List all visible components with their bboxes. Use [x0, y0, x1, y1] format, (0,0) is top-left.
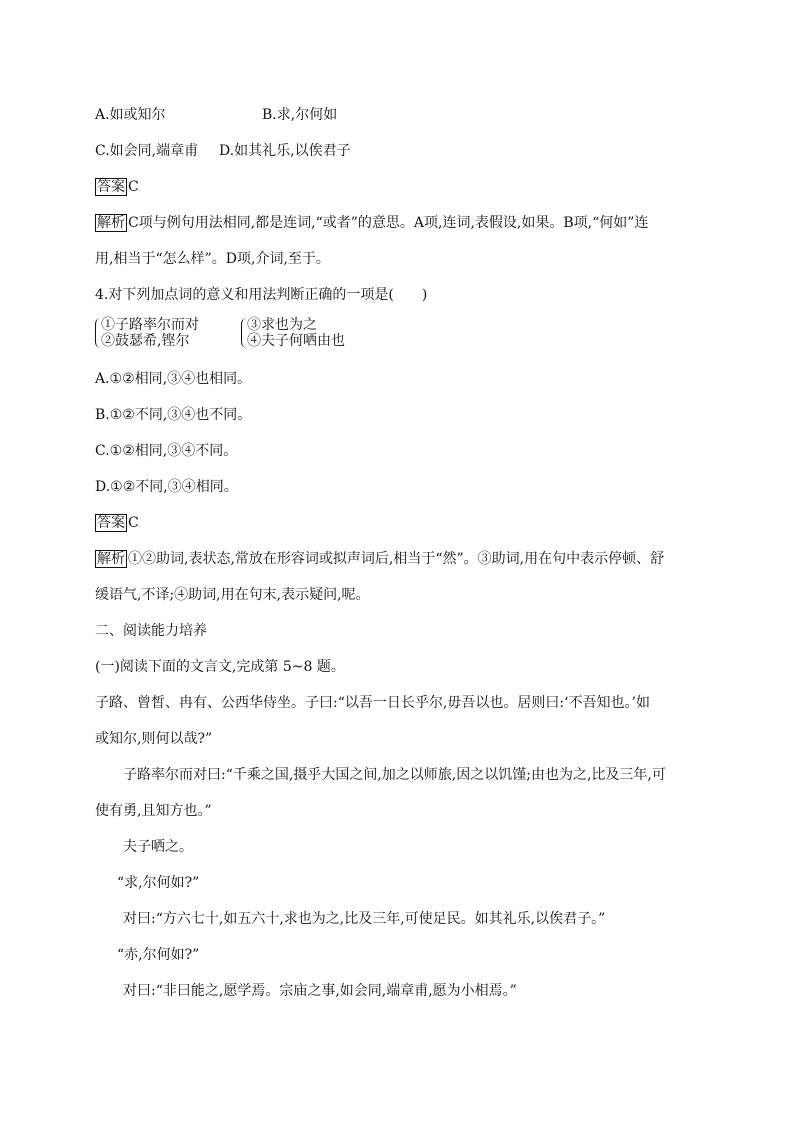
q4-option-a: A.①②相同,③④也相同。	[95, 371, 252, 387]
q3-option-c: C.如会同,端章甫	[95, 143, 199, 159]
answer-label-box: 答案	[97, 179, 125, 195]
passage-p2-line2: 使有勇,且知方也。”	[95, 803, 212, 819]
q3-answer	[95, 178, 139, 196]
q4-option-d: D.①②不同,③④相同。	[95, 479, 238, 495]
q4-item-1: ①子路率尔而对	[101, 317, 199, 333]
q4-analysis	[95, 550, 664, 568]
passage-p5: 对曰:“方六七十,如五六十,求也为之,比及三年,可使足民。如其礼乐,以俟君子。”	[123, 911, 606, 927]
passage-p1-line1: 子路、曾皙、冉有、公西华侍坐。子曰:“以吾一日长乎尔,毋吾以也。居则曰:‘不吾知也。’如	[95, 695, 650, 711]
q4-option-b: B.①②不同,③④也不同。	[95, 407, 252, 423]
analysis-label-box: 解析	[97, 215, 125, 231]
analysis-text: C项与例句用法相同,都是连词,“或者”的意思。A项,连词,表假设,如果。B项,“何如”连	[128, 215, 649, 231]
q4-option-c: C.①②相同,③④不同。	[95, 443, 238, 459]
section-sub-heading: (一)阅读下面的文言文,完成第 5~8 题。	[95, 659, 345, 675]
passage-p7: 对曰:“非曰能之,愿学焉。宗庙之事,如会同,端章甫,愿为小相焉。”	[123, 983, 517, 999]
answer-value: C	[128, 515, 139, 531]
q3-analysis-line2: 用,相当于“怎么样”。D项,介词,至于。	[95, 251, 330, 267]
analysis-label-box: 解析	[97, 551, 125, 567]
q4-answer	[95, 514, 139, 532]
q3-option-b: B.求,尔何如	[262, 107, 338, 123]
q4-item-2: ②鼓瑟希,铿尔	[101, 333, 190, 349]
right-brace	[241, 318, 248, 348]
answer-label-box: 答案	[97, 515, 125, 531]
q4-item-3: ③求也为之	[247, 317, 317, 333]
passage-p4: “求,尔何如?”	[117, 875, 200, 891]
answer-value: C	[128, 179, 139, 195]
passage-p1-line2: 或知尔,则何以哉?”	[95, 731, 213, 747]
passage-p2-line1: 子路率尔而对曰:“千乘之国,摄乎大国之间,加之以师旅,因之以饥馑;由也为之,比及三年,可	[123, 767, 666, 783]
q3-option-d: D.如其礼乐,以俟君子	[219, 143, 351, 159]
q4-items-left	[101, 317, 199, 349]
q3-analysis	[95, 214, 648, 232]
section-heading: 二、阅读能力培养	[95, 623, 207, 639]
q4-items-right	[247, 317, 345, 349]
passage-p6: “赤,尔何如?”	[117, 947, 200, 963]
q4-item-4: ④夫子何哂由也	[247, 333, 345, 349]
q4-stem: 4.对下列加点词的意义和用法判断正确的一项是( )	[95, 287, 428, 303]
left-brace	[95, 318, 102, 348]
q4-analysis-line2: 缓语气,不译;④助词,用在句末,表示疑问,呢。	[95, 587, 370, 603]
passage-p3: 夫子哂之。	[123, 839, 193, 855]
analysis-text: ①②助词,表状态,常放在形容词或拟声词后,相当于“然”。③助词,用在句中表示停顿、舒	[128, 551, 665, 567]
q3-option-a: A.如或知尔	[95, 107, 166, 123]
